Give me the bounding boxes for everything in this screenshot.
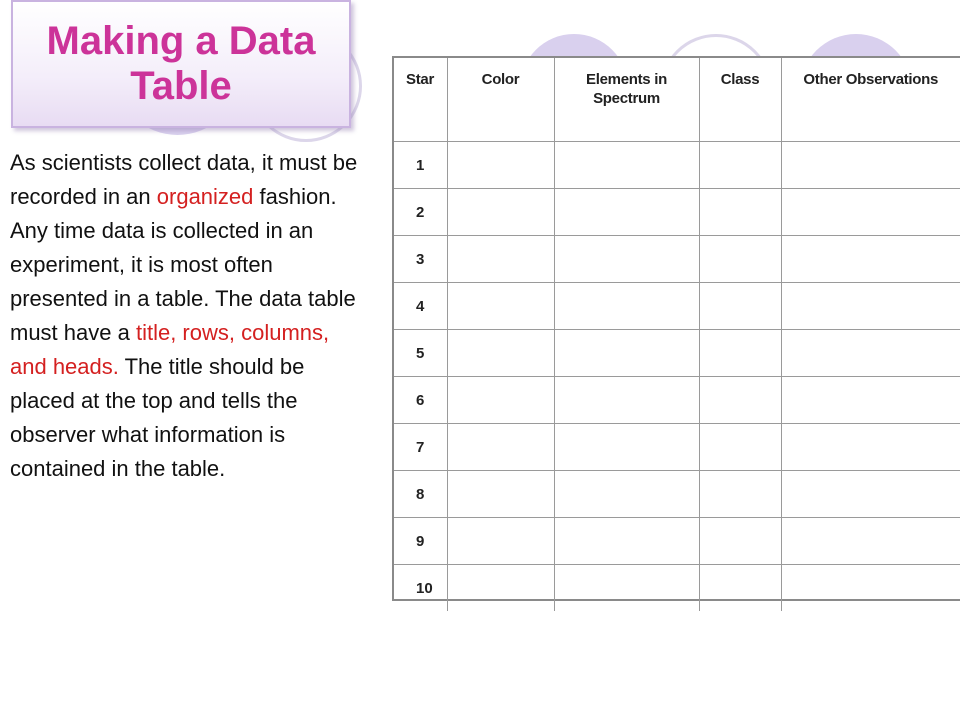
table-cell	[699, 142, 781, 189]
table-cell	[554, 424, 699, 471]
row-number: 3	[394, 236, 447, 283]
table-cell	[447, 471, 554, 518]
table-cell	[699, 330, 781, 377]
table-cell	[554, 330, 699, 377]
table-cell	[781, 424, 960, 471]
table-row	[394, 565, 960, 612]
table-cell	[781, 189, 960, 236]
table-row	[394, 142, 960, 189]
column-header: Elements in Spectrum	[554, 58, 699, 142]
body-text-run: fashion. Any time data is collected in an experiment, it is most often presented in a table. The data table must have a	[10, 184, 356, 345]
table-cell	[554, 283, 699, 330]
data-table	[394, 58, 960, 611]
table-cell	[699, 565, 781, 612]
table-row	[394, 471, 960, 518]
table-cell	[781, 236, 960, 283]
table-body	[394, 142, 960, 612]
table-cell	[781, 565, 960, 612]
row-number: 6	[394, 377, 447, 424]
table-cell	[699, 236, 781, 283]
table-cell	[447, 236, 554, 283]
row-number: 9	[394, 518, 447, 565]
table-cell	[447, 189, 554, 236]
row-number: 7	[394, 424, 447, 471]
table-cell	[699, 283, 781, 330]
row-number: 1	[394, 142, 447, 189]
table-row	[394, 330, 960, 377]
slide-title: Making a Data Table	[46, 19, 316, 108]
table-cell	[554, 377, 699, 424]
table-row	[394, 377, 960, 424]
table-cell	[554, 189, 699, 236]
table-header-row	[394, 58, 960, 142]
table-row	[394, 518, 960, 565]
body-paragraph	[10, 146, 360, 486]
table-cell	[447, 424, 554, 471]
table-cell	[699, 471, 781, 518]
table-cell	[781, 283, 960, 330]
highlighted-text: title, rows, columns, and heads.	[10, 320, 330, 379]
body-text-run: The title should be placed at the top and tells the observer what information is contained in the table.	[10, 354, 305, 481]
table-cell	[447, 142, 554, 189]
table-cell	[781, 377, 960, 424]
table-row	[394, 189, 960, 236]
row-number: 8	[394, 471, 447, 518]
table-cell	[447, 330, 554, 377]
column-header: Color	[447, 58, 554, 142]
table-cell	[447, 283, 554, 330]
column-header: Class	[699, 58, 781, 142]
table-cell	[554, 471, 699, 518]
table-cell	[699, 518, 781, 565]
table-cell	[781, 471, 960, 518]
column-header: Other Observations	[781, 58, 960, 142]
table-cell	[554, 565, 699, 612]
table-cell	[554, 236, 699, 283]
title-box	[11, 0, 351, 128]
table-row	[394, 236, 960, 283]
data-table-image	[392, 56, 960, 601]
table-cell	[447, 565, 554, 612]
table-cell	[699, 189, 781, 236]
row-number: 2	[394, 189, 447, 236]
table-cell	[447, 518, 554, 565]
column-header: Star	[394, 58, 447, 142]
table-cell	[554, 142, 699, 189]
table-cell	[554, 518, 699, 565]
table-row	[394, 283, 960, 330]
highlighted-text: organized	[156, 184, 254, 209]
table-cell	[781, 518, 960, 565]
table-cell	[781, 142, 960, 189]
table-cell	[699, 377, 781, 424]
table-cell	[781, 330, 960, 377]
row-number: 10	[394, 565, 447, 612]
row-number: 5	[394, 330, 447, 377]
row-number: 4	[394, 283, 447, 330]
table-row	[394, 424, 960, 471]
body-text-run: As scientists collect data, it must be recorded in an	[10, 150, 358, 209]
table-cell	[699, 424, 781, 471]
table-cell	[447, 377, 554, 424]
